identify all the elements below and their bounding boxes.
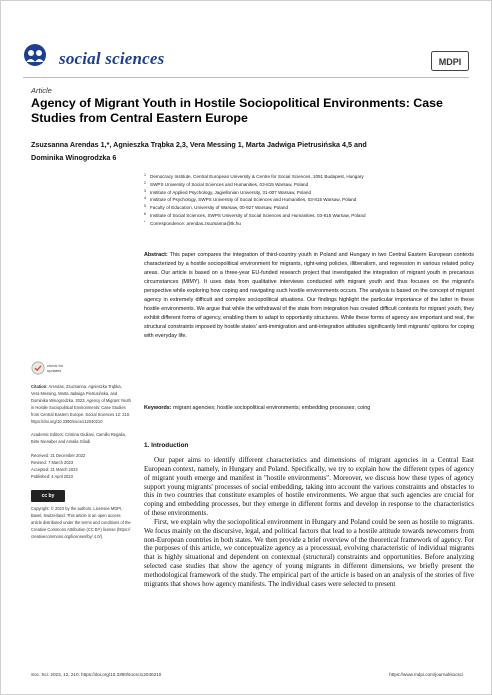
social-sciences-logo-icon [23, 43, 47, 67]
section-heading: 1. Introduction [144, 442, 189, 449]
authors-line-1[interactable]: Zsuzsanna Arendas 1,*, Agnieszka Trąbka 2,3, Vera Messing 1, Marta Jadwiga Pietrusińska 4,5 and [31, 140, 367, 149]
copyright: Copyright: © 2023 by the authors. Licensee MDPI, Basel, Switzerland. This article is an open access article distributed under the terms and conditions of the Creative Commons Attribution (CC BY) license (https:// creativecommons.org/licenses/by/ 4.0/). [31, 505, 131, 539]
keywords-label: Keywords: [144, 405, 172, 411]
academic-editors: Academic Editors: Cristina Giuliani, Camillo Regalia, Birte Nienaber and Amalia Gilodi [31, 432, 126, 445]
affiliation: 6 Institute of Social Sciences, SWPS University of Social Sciences and Humanities, 03-815 Warsaw, Poland [144, 211, 366, 218]
footer-citation[interactable]: Soc. Sci. 2023, 12, 210. https://doi.org/10.3390/socsci12040210 [31, 672, 162, 677]
affiliation: 5 Faculty of Education, University of Warsaw, 00-927 Warsaw, Poland [144, 204, 289, 211]
check-for-updates-label[interactable]: check for updates [47, 363, 64, 373]
paragraph: Our paper aims to identify different characteristics and dimensions of migrant agencies in a Central East European context, namely, in Hungary and Poland. Specifically, we try to explain how the different types of agency of migrant youth emerge and manifest in "hostile environments". Moreover, we discuss how these types of agency support young migrants' processes of social embedding, taking into account the various constraints and obstacles to this in two countries that constitute examples of hostile environments. We argue that such agencies are crucial for coping and embedding processes, but they emerge in different forms and develop in response to the characteristics of these environments. [144, 456, 474, 518]
article-type: Article [31, 86, 52, 95]
affiliations [144, 173, 474, 228]
footer-journal-url[interactable]: https://www.mdpi.com/journal/socsci [389, 672, 463, 677]
affiliation: 3 Institute of Applied Psychology, Jagiellonian University, 31-007 Warsaw, Poland [144, 188, 312, 195]
abstract-label: Abstract: [144, 252, 168, 258]
check-for-updates-icon[interactable] [31, 361, 45, 375]
date-published: Published: 4 April 2023 [31, 473, 73, 479]
keywords [144, 404, 474, 412]
keywords-text: migrant agencies; hostile sociopolitical environments; embedding processes; coing [173, 405, 371, 411]
date-received: Received: 21 December 2022 [31, 453, 86, 459]
affiliation: 1 Democracy Institute, Central European University & Centre for Social Sciences, 1051 Budapest, Hungary [144, 173, 364, 179]
date-revised: Revised: 7 March 2023 [31, 460, 74, 466]
date-accepted: Accepted: 21 March 2023 [31, 467, 78, 473]
authors-line-2[interactable]: Dominika Winogrodzka 6 [31, 153, 117, 162]
article-sidebar [31, 384, 131, 547]
mdpi-logo-icon[interactable] [431, 51, 469, 71]
citation: Citation: Arendas, Zsuzsanna, Agnieszka Trąbka, Vera Messing, Marta Jadwiga Pietrusińska, and Dominika Winogrodzka. 2023. Agency of Migrant Youth in Hostile Sociopolitical Environments: Case Studies from Central Eastern Europe. Social Sciences 12: 210. https://doi.org/10.3390/socsci12040210 [31, 384, 131, 424]
dates [31, 453, 131, 481]
author-list [31, 138, 451, 164]
abstract [144, 251, 474, 341]
publisher-name: MDPI [438, 57, 462, 67]
cc-by-license-icon[interactable]: cc by [31, 490, 65, 502]
affiliation: 2 SWPS University of Social Sciences and Humanities, 03-815 Warsaw, Poland [144, 180, 309, 187]
correspondence[interactable]: * Correspondence: arendas.zsuzsanna@tk.hu [144, 219, 241, 226]
header-divider [23, 77, 469, 78]
introduction-body [144, 456, 474, 589]
abstract-text: This paper compares the integration of third-country youth in Poland and Hungary in two Central Eastern European contexts characterized by a hostile sociopolitical environment for migrants, right-wing policies, illiberalism, and regression in various related policy areas. Our article is based on a three-year EU-funded research project that investigated the integration of migrant youth in precarious circumstances (MIMY). It uses data from qualitative interviews conducted with migrant youth and thus focuses on the migrant's perspective while exploring how coping and navigating such hostile environments occurs. The analysis is based on the concept of migrant agency in extremely difficult and complex sociopolitical situations. Our findings highlight the particular importance of the latter in these hostile environments. We argue that while the withdrawal of the state from integration has created difficult contexts for migrant youth, they exhibit different forms of agency, enabling them to adapt to opportunity structures. While these forms of agency are important and real, the structural constraints imposed by hostile states' anti-immigration and anti-integration attitudes significantly limit migrants' options for coping with everyday life. [144, 252, 474, 339]
article-title: Agency of Migrant Youth in Hostile Sociopolitical Environments: Case Studies from Central Eastern Europe [31, 96, 443, 125]
affiliation: 4 Institute of Psychology, SWPS University of Social Sciences and Humanities, 03-815 Warsaw, Poland [144, 196, 357, 203]
journal-name[interactable]: social sciences [59, 49, 165, 68]
paragraph: First, we explain why the sociopolitical environment in Hungary and Poland could be seen as hostile to migrants. We focus mainly on the discursive, legal, and political factors that lead to a hostile attitude towards newcomers from non-European countries in both states. We then provide a brief overview of the theoretical framework of agency. For the purposes of this article, we conceptualize agency as a processual, evolving characteristic of individual migrants that is highly situational and dependent on contextual (structural) constraints and opportunities. Before analyzing selected case studies that show the agency of young migrants in different dimensions, we briefly present the methodological framework of the study. The empirical part of the article is based on an analysis of the stories of five migrants that shows how agency manifests. The individual cases were selected to present [144, 517, 474, 588]
page-footer [31, 672, 463, 677]
